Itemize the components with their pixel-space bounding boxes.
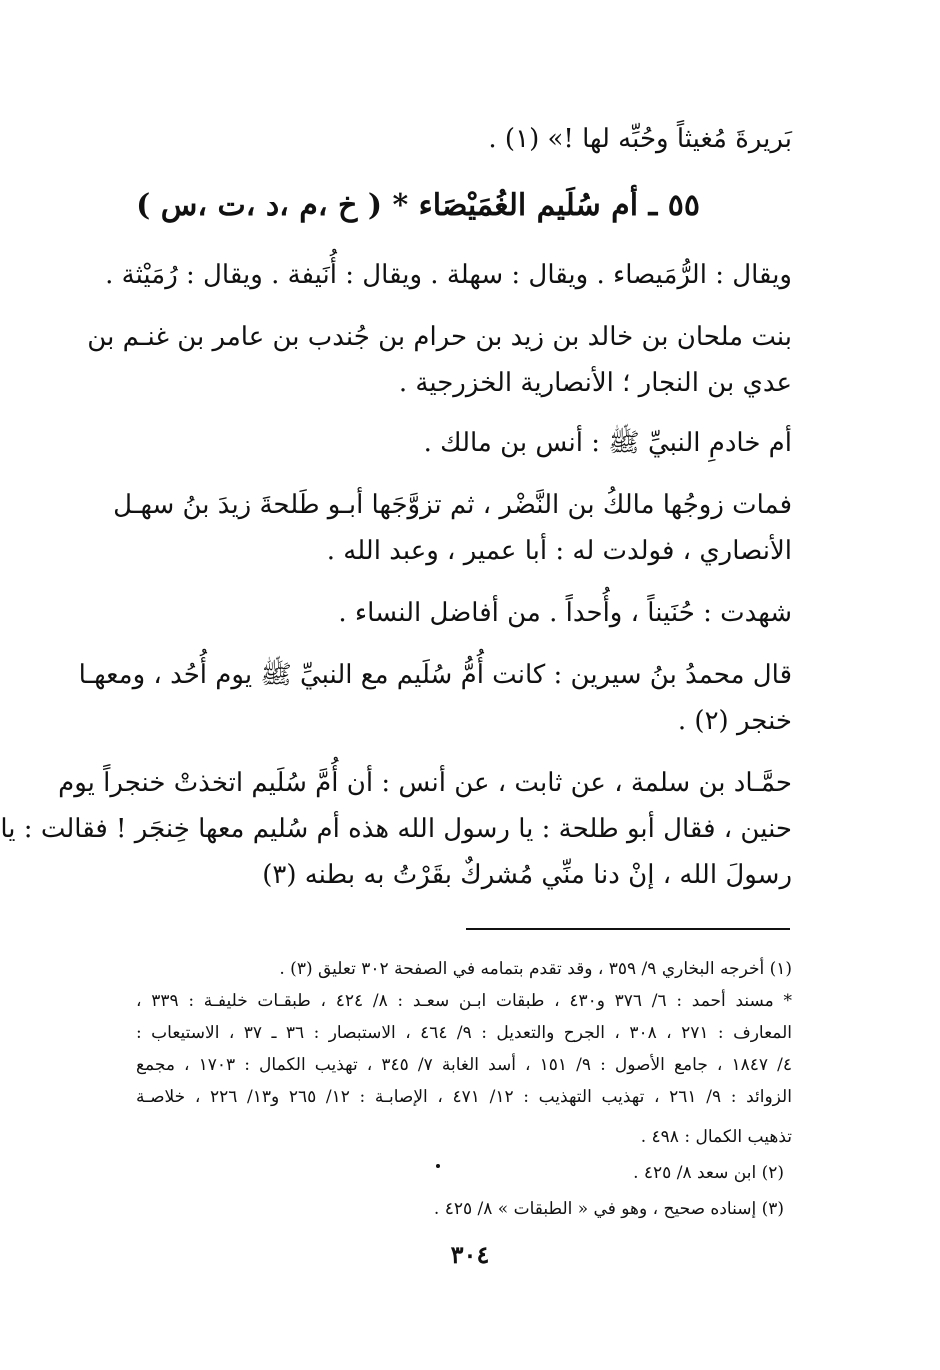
body-line: خنجر (٢) . [677,706,792,736]
ibn-sirin-paragraph [78,652,792,744]
body-line: عدي بن النجار ؛ الأنصارية الخزرجية . [398,368,792,398]
footnote-star-line: تذهيب الكمال : ٤٩٨ . [640,1127,792,1147]
footnote-2: (٢) ابن سعد ٨/ ٤٢٥ . [633,1163,784,1183]
footnote-3: (٣) إسناده صحيح ، وهو في « الطبقات » ٨/ ٤٢٥ . [433,1199,784,1219]
mother-of-paragraph [136,420,792,466]
footnote-star-line: * مسند أحمد : ٦/ ٣٧٦ و٤٣٠ ، طبقات ابـن سعـد : ٨/ ٤٢٤ ، طبقـات خليفـة : ٣٣٩ ، [136,991,792,1011]
section-heading: ٥٥ ـ أم سُلَيم الغُمَيْصَاء * ( خ ،م ،د ،ت ،س ) [136,188,700,223]
body-line: فمات زوجُها مالكُ بن النَّضْر ، ثم تزوَّجَها أبـو طَلحةَ زيدَ بنُ سهـل [113,490,792,520]
footnote-star-line: الزوائد : ٩/ ٢٦١ ، تهذيب التهذيب : ١٢/ ٤٧١ ، الإصابـة : ١٢/ ٢٦٥ و١٣/ ٢٢٦ ، خلاصـة [136,1087,792,1107]
page-number: ٣٠٤ [450,1240,490,1269]
footnote-divider [466,928,790,930]
body-line: شهدت : حُنَيناً ، وأُحداً . من أفاضل النساء . [338,598,792,628]
body-line: ويقال : الرُّمَيصاء . ويقال : سهلة . ويقال : أُنَيفة . ويقال : رُمَيْثة . [105,260,792,290]
footnote-star-line: المعارف : ٢٧١ ، ٣٠٨ ، الجرح والتعديل : ٩/ ٤٦٤ ، الاستبصار : ٣٦ ـ ٣٧ ، الاستيعاب : [136,1023,793,1043]
body-line: الأنصاري ، فولدت له : أبا عمير ، وعبد الله . [326,536,792,566]
body-line: بنت ملحان بن خالد بن زيد بن حرام بن جُندب بن عامر بن غنـم بن [87,322,792,352]
body-line: قال محمدُ بنُ سيرين : كانت أُمُّ سُلَيم مع النبيِّ ﷺ يوم أُحُد ، ومعهـا [78,660,792,690]
body-line: أم خادمِ النبيِّ ﷺ : أنس بن مالك . [423,428,792,458]
marriage-paragraph [113,482,792,574]
body-line: حمَّـاد بن سلمة ، عن ثابت ، عن أنس : أن أُمَّ سُلَيم اتخذتْ خنجراً يوم [58,768,792,798]
footnote-1: (١) أخرجه البخاري ٩/ ٣٥٩ ، وقد تقدم بتمامه في الصفحة ٣٠٢ تعليق (٣) . [279,959,792,979]
body-line: بَريرةَ مُغيثاً وحُبِّه لها !» (١) . [488,124,792,154]
lineage-paragraph [87,314,792,406]
continued-text [136,116,792,162]
battles-paragraph [136,590,792,636]
hammad-paragraph [0,760,792,898]
footnote-star-line: ٤/ ١٨٤٧ ، جامع الأصول : ٩/ ١٥١ ، أسد الغابة ٧/ ٣٤٥ ، تهذيب الكمال : ١٧٠٣ ، مجمع [136,1055,793,1075]
alt-names-paragraph [105,252,792,298]
body-line: رسولَ الله ، إنْ دنا منِّي مُشركٌ بقَرْتُ به بطنه (٣) [262,860,792,890]
body-line: حنين ، فقال أبو طلحة : يا رسول الله هذه أم سُليم معها خِنجَر ! فقالت : يا [0,814,792,844]
